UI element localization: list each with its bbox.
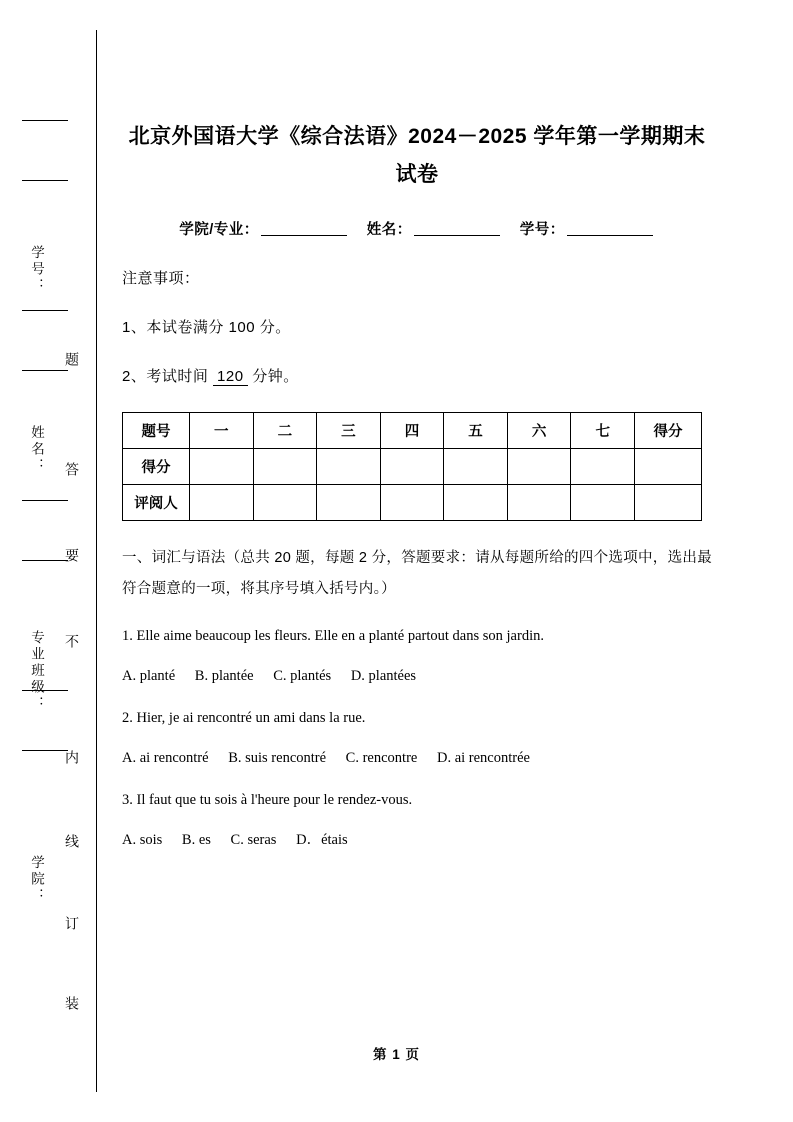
student-info-row [122, 218, 712, 239]
exam-duration-suffix: 分钟。 [252, 368, 299, 385]
cell-q1: 一 [190, 413, 254, 449]
option-1-b[interactable]: B. plantée [194, 668, 254, 684]
seal-label-college: 学院： [29, 855, 44, 905]
cell-q7: 七 [571, 413, 635, 449]
reviewer-cell-7[interactable] [571, 485, 635, 521]
option-2-d[interactable]: D. ai rencontrée [436, 750, 530, 766]
score-table [122, 412, 702, 521]
college-major-field[interactable] [261, 221, 347, 236]
notice-item-2 [122, 365, 712, 386]
table-row [123, 485, 702, 521]
option-1-c[interactable]: C. plantés [273, 668, 332, 684]
seal-word-4: 内 [64, 750, 80, 764]
exam-duration-value: 120 [213, 368, 248, 386]
seal-word-2: 要 [64, 548, 80, 562]
option-1-d[interactable]: D. plantées [350, 668, 417, 684]
row-label-score: 得分 [123, 449, 190, 485]
option-2-c[interactable]: C. rencontre [345, 750, 418, 766]
section-1-heading: 一、词汇与语法（总共 20 题，每题 2 分，答题要求：请从每题所给的四个选项中，选出最符合题意的一项，将其序号填入括号内。） [122, 550, 713, 597]
seal-label-name: 姓名： [29, 425, 44, 475]
page-title: 北京外国语大学《综合法语》2024－2025 学年第一学期期末试卷 [128, 125, 706, 186]
reviewer-cell-4[interactable] [380, 485, 444, 521]
cell-q5: 五 [444, 413, 508, 449]
score-cell-3[interactable] [317, 449, 381, 485]
cell-q4: 四 [380, 413, 444, 449]
option-3-c[interactable]: C. seras [230, 832, 277, 848]
student-id-label: 学号： [519, 222, 565, 238]
score-cell-1[interactable] [190, 449, 254, 485]
seal-word-0: 题 [64, 352, 80, 366]
question-1-text: 1. Elle aime beaucoup les fleurs. Elle en a planté partout dans son jardin. [122, 628, 544, 644]
notice-heading: 注意事项： [122, 270, 200, 287]
option-2-a[interactable]: A. ai rencontré [122, 750, 209, 766]
option-3-d[interactable]: D．étais [296, 832, 348, 848]
option-3-a[interactable]: A. sois [122, 832, 163, 848]
score-cell-4[interactable] [380, 449, 444, 485]
college-major-label: 学院/专业： [179, 222, 259, 238]
exam-duration-prefix: 2、考试时间 [122, 368, 209, 385]
student-id-field[interactable] [567, 221, 653, 236]
question-2-options [122, 747, 712, 769]
option-1-a[interactable]: A. planté [122, 668, 176, 684]
option-2-b[interactable]: B. suis rencontré [228, 750, 327, 766]
binding-line [96, 30, 97, 1092]
seal-word-5: 线 [64, 834, 80, 848]
reviewer-cell-total[interactable] [635, 485, 702, 521]
table-row [123, 413, 702, 449]
reviewer-cell-6[interactable] [507, 485, 571, 521]
seal-label-class: 专业班级： [29, 630, 44, 713]
question-3-text: 3. Il faut que tu sois à l'heure pour le rendez-vous. [122, 792, 413, 808]
seal-word-7: 装 [64, 996, 80, 1010]
score-cell-2[interactable] [253, 449, 317, 485]
seal-margin [0, 0, 100, 1122]
seal-word-6: 订 [64, 916, 80, 930]
reviewer-cell-1[interactable] [190, 485, 254, 521]
seal-dash-column [22, 120, 23, 980]
score-cell-5[interactable] [444, 449, 508, 485]
cell-q6: 六 [507, 413, 571, 449]
page-footer: 第 1 页 [372, 1047, 420, 1062]
seal-word-1: 答 [64, 462, 80, 476]
question-1-options [122, 665, 712, 687]
score-cell-total[interactable] [635, 449, 702, 485]
exam-content [122, 0, 712, 851]
reviewer-cell-5[interactable] [444, 485, 508, 521]
option-3-b[interactable]: B. es [181, 832, 211, 848]
cell-total-label: 得分 [635, 413, 702, 449]
notice-item-1: 1、本试卷满分 100 分。 [122, 319, 291, 336]
score-cell-7[interactable] [571, 449, 635, 485]
row-label-question-no: 题号 [123, 413, 190, 449]
name-label: 姓名： [366, 222, 412, 238]
seal-label-student-id: 学号： [29, 245, 44, 295]
question-3-options [122, 829, 712, 851]
name-field[interactable] [414, 221, 500, 236]
seal-word-3: 不 [64, 634, 80, 648]
reviewer-cell-2[interactable] [253, 485, 317, 521]
cell-q2: 二 [253, 413, 317, 449]
question-2-text: 2. Hier, je ai rencontré un ami dans la rue. [122, 710, 366, 726]
cell-q3: 三 [317, 413, 381, 449]
row-label-reviewer: 评阅人 [123, 485, 190, 521]
score-cell-6[interactable] [507, 449, 571, 485]
reviewer-cell-3[interactable] [317, 485, 381, 521]
table-row [123, 449, 702, 485]
